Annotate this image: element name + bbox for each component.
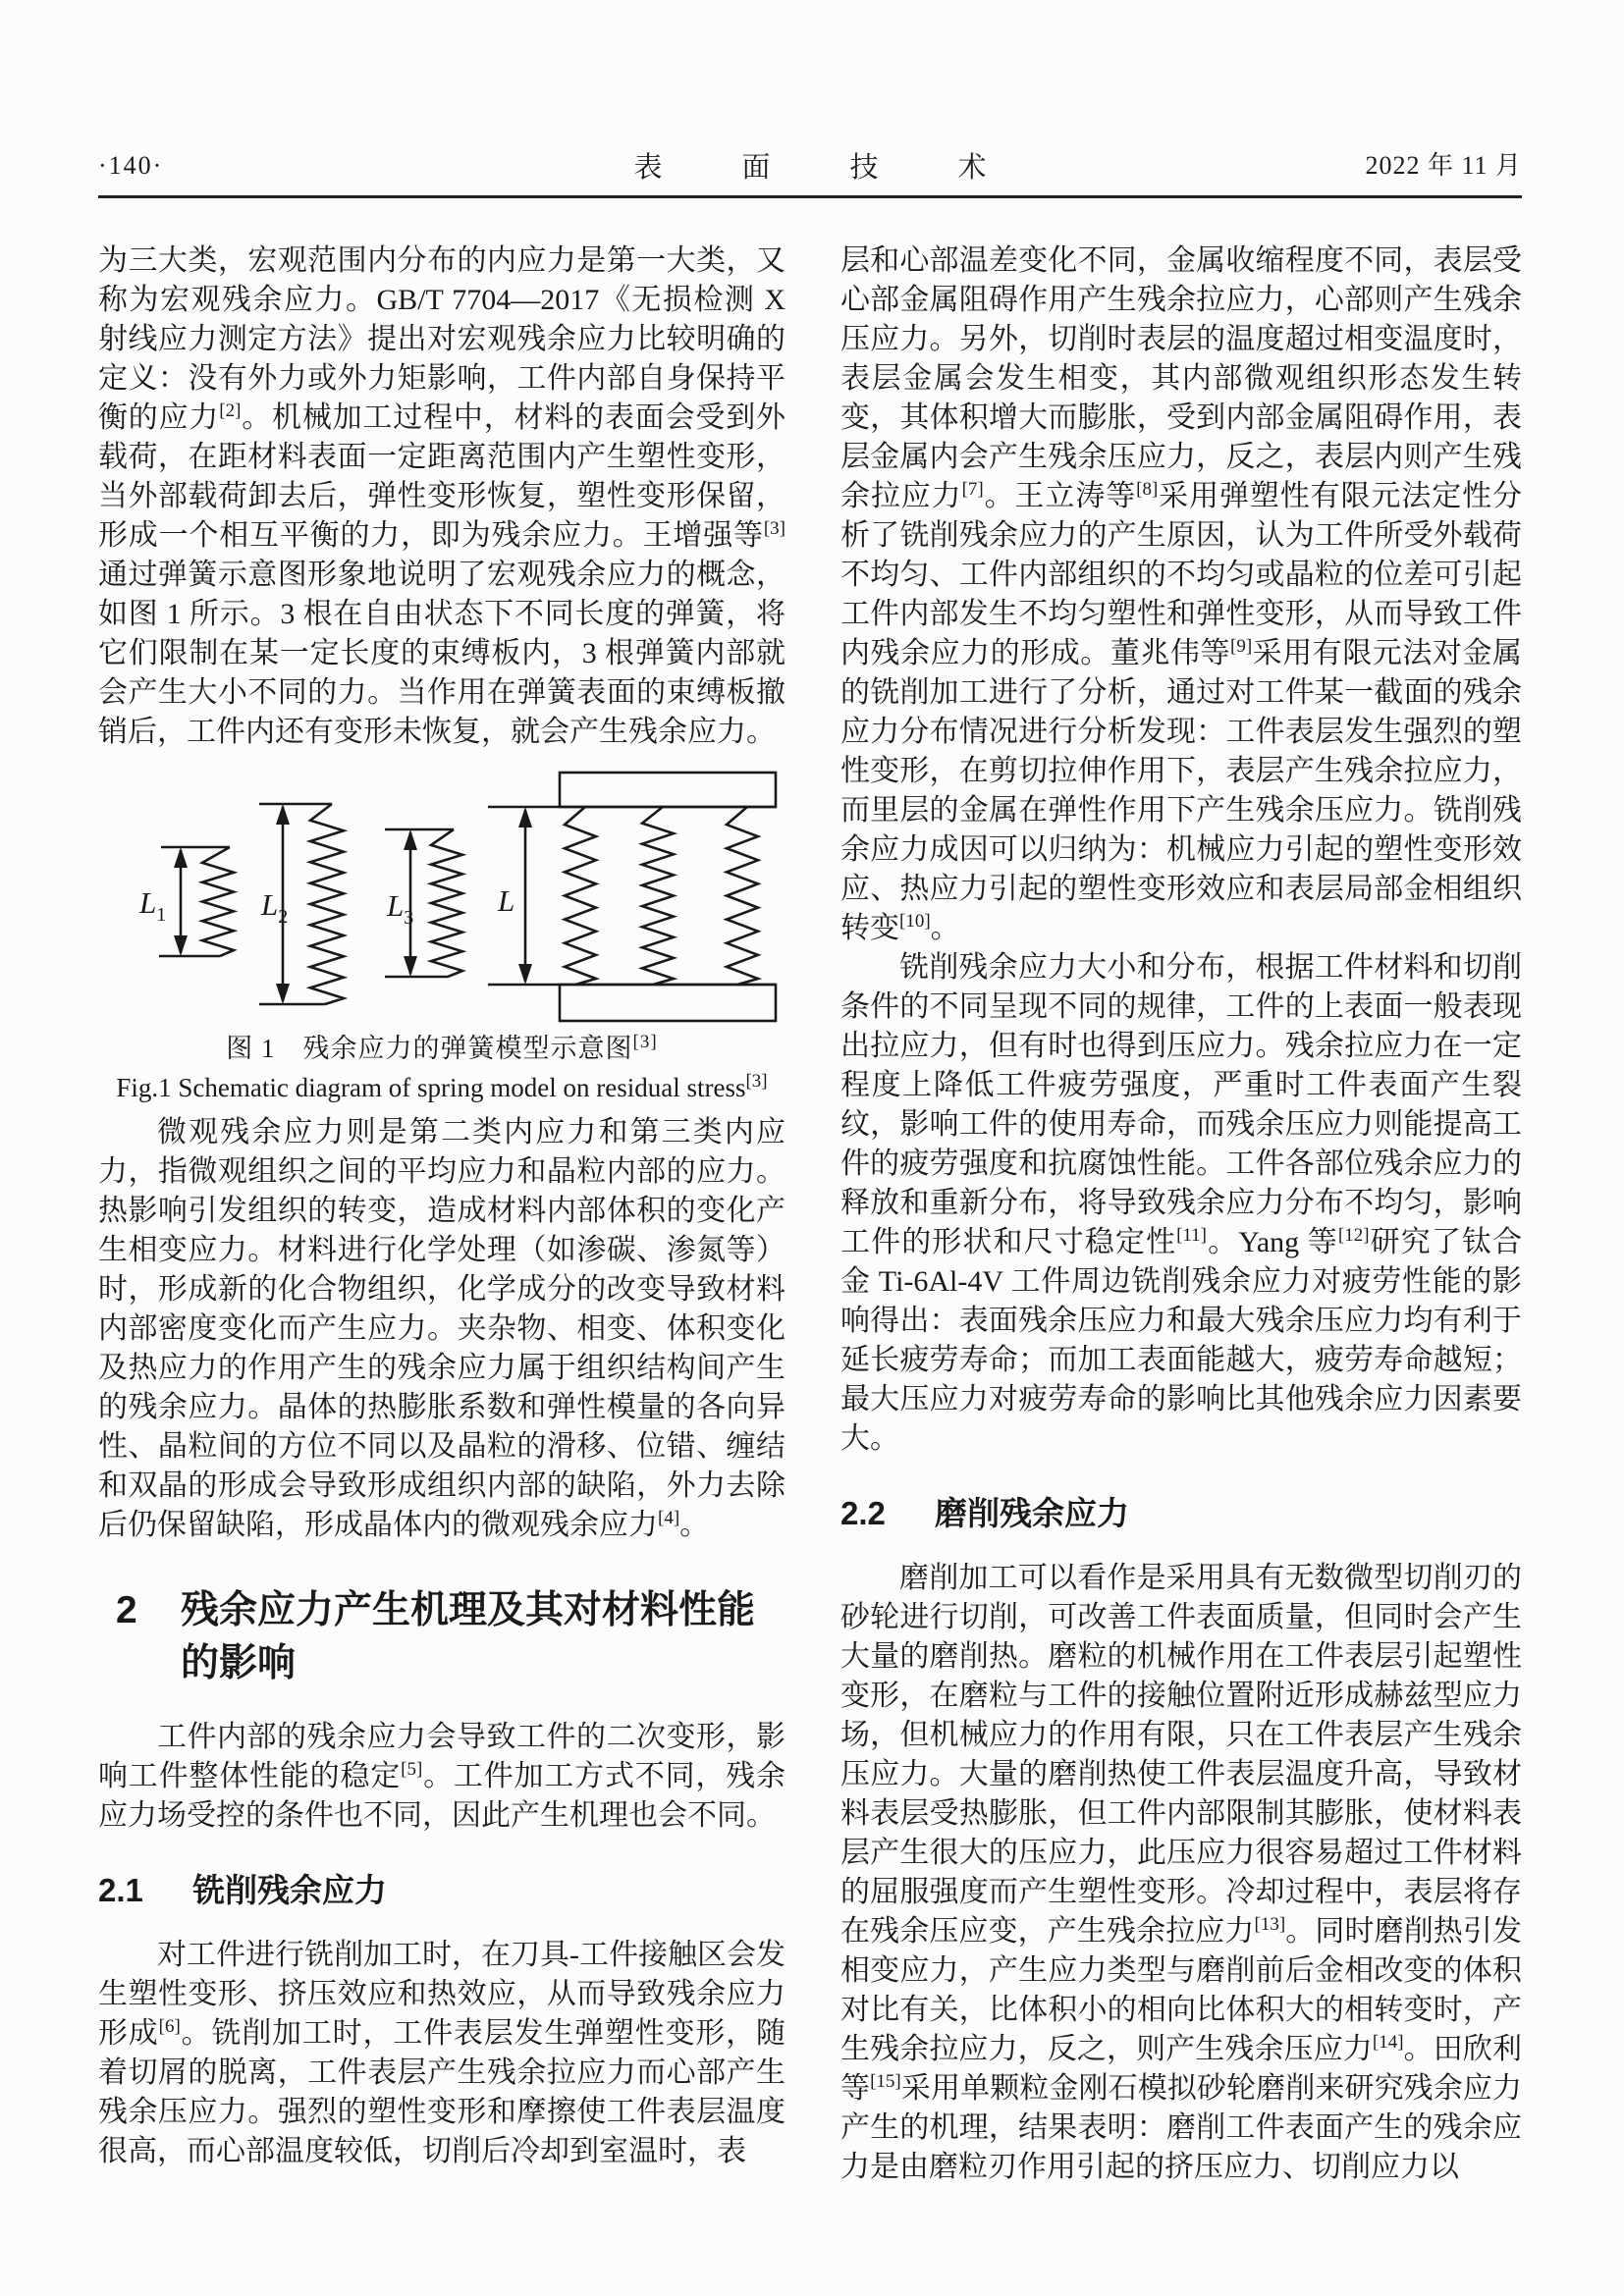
spring-length-subscript: 3 — [404, 907, 414, 929]
citation-ref: [4] — [658, 1508, 680, 1528]
citation-ref: [3] — [763, 518, 785, 539]
two-column-body — [98, 241, 1522, 2187]
page-number: ·140· — [98, 151, 164, 180]
subsection-heading — [98, 1869, 785, 1912]
paragraph: 磨削加工可以看作是采用具有无数微型切削刃的砂轮进行切削，可改善工件表面质量，但同时会产生大量的磨削热。磨粒的机械作用在工件表层引起塑性变形，在磨粒与工件的接触位置附近形成赫兹型应力场，但机械应力的作用有限，只在工件表层产生残余压应力。大量的磨削热使工件表层温度升高，导致材料表层受热膨胀，但工件内部限制其膨胀，使材料表层产生很大的压应力，此压应力很容易超过工件材料的屈服强度而产生塑性变形。冷却过程中，表层将存在残余压应变，产生残余拉应力[13]。同时磨削热引发相变应力，产生应力类型与磨削前后金相改变的体积对比有关，比体积小的相向比体积大的相转变时，产生残余拉应力，反之，则产生残余压应力[14]。田欣利等[15]采用单颗粒金刚石模拟砂轮磨削来研究残余应力产生的机理，结果表明：磨削工件表面产生的残余应力是由磨粒刃作用引起的挤压应力、切削应力以 — [840, 1562, 1523, 2183]
spring-model-diagram — [98, 766, 785, 1029]
spring-length-subscript: 2 — [278, 906, 289, 928]
heading-title: 铣削残余应力 — [192, 1872, 387, 1908]
constrained-spring-coil — [565, 807, 596, 985]
figure-caption-en: Fig.1 Schematic diagram of spring model on residual stress[3] — [116, 1071, 768, 1102]
citation-ref: [10] — [899, 911, 931, 932]
paragraph: 对工件进行铣削加工时，在刀具-工件接触区会发生塑性变形、挤压效应和热效应，从而导致残余应力形成[6]。铣削加工时，工件表层发生弹塑性变形，随着切屑的脱离，工件表层产生残余拉应力而心部产生残余压应力。强烈的塑性变形和摩擦使工件表层温度很高，而心部温度较低，切削后冷却到室温时，表 — [98, 1939, 786, 2167]
arrowhead-up-icon — [518, 807, 532, 828]
citation-ref: [3] — [745, 1071, 768, 1092]
spring-coil — [202, 847, 234, 956]
heading-title: 残余应力产生机理及其对材料性能的影响 — [181, 1589, 756, 1684]
citation-ref: [15] — [870, 2071, 901, 2092]
citation-ref: [9] — [1230, 636, 1253, 657]
constrained-spring-coil — [727, 807, 758, 985]
heading-number: 2.1 — [98, 1872, 143, 1908]
paragraph: 微观残余应力则是第二类内应力和第三类内应力，指微观组织之间的平均应力和晶粒内部的应力。热影响引发组织的转变，造成材料内部体积的变化产生相变应力。材料进行化学处理（如渗碳、渗氮等）时，形成新的化合物组织，化学成分的改变导致材料内部密度变化而产生应力。夹杂物、相变、体积变化及热应力的作用产生的残余应力属于组织结构间产生的残余应力。晶体的热膨胀系数和弹性模量的各向异性、晶粒间的方位不同以及晶粒的滑移、位错、缠结和双晶的形成会导致形成组织内部的缺陷，外力去除后仍保留缺陷，形成晶体内的微观残余应力[4]。 — [98, 1116, 785, 1541]
arrowhead-down-icon — [276, 984, 290, 1004]
spring-length-label: $L_2$ — [261, 887, 289, 928]
citation-ref: [6] — [158, 2016, 181, 2037]
paragraph: 为三大类，宏观范围内分布的内应力是第一大类，又称为宏观残余应力。GB/T 7704—2017《无损检测 X 射线应力测定方法》提出对宏观残余应力比较明确的定义：没有外力或外力矩影响，工件内部自身保持平衡的应力[2]。机械加工过程中，材料的表面会受到外载荷，在距材料表面一定距离范围内产生塑性变形，当外部载荷卸去后，弹性变形恢复，塑性变形保留，形成一个相互平衡的力，即为残余应力。王增强等[3]通过弹簧示意图形象地说明了宏观残余应力的概念，如图 1 所示。3 根在自由状态下不同长度的弹簧，将它们限制在某一定长度的束缚板内，3 根弹簧内部就会产生大小不同的力。当作用在弹簧表面的束缚板撤销后，工件内还有变形未恢复，就会产生残余应力。 — [98, 244, 786, 748]
bottom-binding-plate — [560, 985, 776, 1021]
citation-ref: [8] — [1136, 479, 1159, 500]
arrowhead-down-icon — [518, 964, 532, 985]
left-column — [98, 241, 785, 2187]
constrained-spring-coil — [642, 807, 674, 985]
spring-length-label: L — [498, 883, 515, 918]
section-heading — [98, 1584, 785, 1690]
paragraph: 工件内部的残余应力会导致工件的二次变形，影响工件整体性能的稳定[5]。工件加工方式不同，残余应力场受控的条件也不同，因此产生机理也会不同。 — [98, 1721, 786, 1832]
arrowhead-up-icon — [174, 847, 188, 868]
issue-date: 2022 年 11 月 — [1365, 151, 1522, 180]
heading-number: 2.2 — [840, 1495, 886, 1531]
figure-caption-zh: 图 1 残余应力的弹簧模型示意图[3] — [226, 1032, 658, 1063]
top-binding-plate — [560, 773, 776, 807]
spring-length-label: $L_1$ — [139, 885, 167, 926]
citation-ref: [13] — [1254, 1914, 1286, 1935]
header-rule — [98, 195, 1522, 198]
page-header — [98, 145, 1522, 182]
arrowhead-down-icon — [174, 935, 188, 956]
citation-ref: [5] — [401, 1759, 423, 1780]
figure-spring-model — [98, 766, 785, 1107]
spring-length-label: $L_3$ — [387, 888, 414, 929]
paragraph: 层和心部温差变化不同，金属收缩程度不同，表层受心部金属阻碍作用产生残余拉应力，心部则产生残余压应力。另外，切削时表层的温度超过相变温度时，表层金属会发生相变，其内部微观组织形态发生转变，其体积增大而膨胀，受到内部金属阻碍作用，表层金属内会产生残余压应力，反之，表层内则产生残余拉应力[7]。王立涛等[8]采用弹塑性有限元法定性分析了铣削残余应力的产生原因，认为工件所受外载荷不均匀、工件内部组织的不均匀或晶粒的位差可引起工件内部发生不均匀塑性和弹性变形，从而导致工件内残余应力的形成。董兆伟等[9]采用有限元法对金属的铣削加工进行了分析，通过对工件某一截面的残余应力分布情况进行分析发现：工件表层发生强烈的塑性变形，在剪切拉伸作用下，表层产生残余拉应力，而里层的金属在弹性作用下产生残余压应力。铣削残余应力成因可以归纳为：机械应力引起的塑性变形效应、热应力引起的塑性变形效应和表层局部金相组织转变[10]。 — [840, 244, 1523, 944]
heading-number: 2 — [116, 1589, 137, 1631]
arrowhead-down-icon — [404, 956, 417, 977]
spring-coil — [310, 804, 344, 1004]
spring-length-subscript: 1 — [156, 904, 167, 926]
citation-ref: [7] — [961, 479, 984, 500]
citation-ref: [3] — [632, 1032, 658, 1052]
citation-ref: [2] — [219, 400, 242, 421]
spring-coil — [431, 829, 462, 977]
right-column — [840, 241, 1522, 2187]
citation-ref: [12] — [1337, 1225, 1370, 1246]
arrowhead-up-icon — [276, 804, 290, 825]
citation-ref: [14] — [1372, 2032, 1404, 2053]
citation-ref: [11] — [1176, 1225, 1208, 1246]
subsection-heading — [840, 1492, 1522, 1535]
heading-title: 磨削残余应力 — [935, 1495, 1129, 1531]
paragraph: 铣削残余应力大小和分布，根据工件材料和切削条件的不同呈现不同的规律，工件的上表面一般表现出拉应力，但有时也得到压应力。残余拉应力在一定程度上降低工件疲劳强度，严重时工件表面产生裂纹，影响工件的使用寿命，而残余压应力则能提高工件的疲劳强度和抗腐蚀性能。工件各部位残余应力的释放和重新分布，将导致残余应力分布不均匀，影响工件的形状和尺寸稳定性[11]。Yang 等[12]研究了钛合金 Ti-6Al-4V 工件周边铣削残余应力对疲劳性能的影响得出：表面残余压应力和最大残余压应力均有利于延长疲劳寿命；而加工表面能越大，疲劳寿命越短；最大压应力对疲劳寿命的影响比其他残余应力因素要大。 — [840, 951, 1523, 1455]
arrowhead-up-icon — [404, 829, 417, 850]
journal-title: 表 面 技 术 — [633, 152, 1012, 184]
